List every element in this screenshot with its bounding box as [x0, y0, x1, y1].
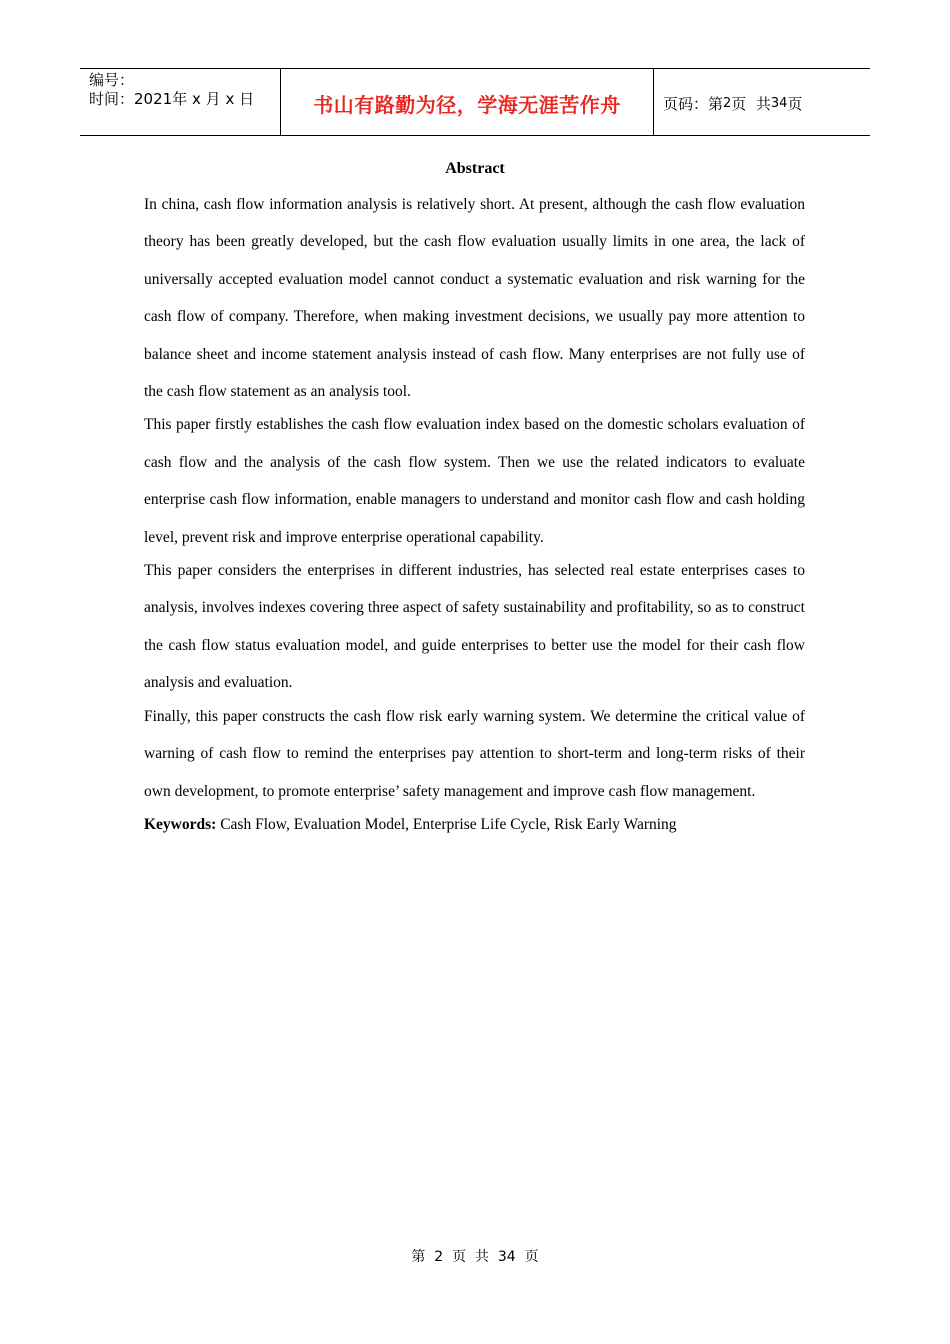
date-line [89, 90, 280, 109]
page-prefix: 页码：第 [663, 94, 724, 113]
header-motto-cell [281, 69, 654, 135]
time-month: x [192, 90, 201, 108]
time-month-char: 月 [205, 90, 221, 108]
keywords-text: Cash Flow, Evaluation Model, Enterprise Life Cycle, Risk Early Warning [216, 815, 677, 833]
number-label: 编号： [89, 71, 135, 89]
time-year-char: 年 [172, 90, 188, 108]
keywords-label: Keywords: [144, 815, 217, 833]
header-meta [80, 69, 281, 135]
abstract-paragraph: Finally, this paper constructs the cash flow risk early warning system. We determine the critical value of warning of cash flow to remind the enterprises pay attention to short-term and long-term risks of their own development, to promote enterprise’ safety management and improve cash flow management. [144, 707, 805, 800]
time-day-char: 日 [239, 90, 255, 108]
abstract-body [144, 186, 805, 843]
header-motto: 书山有路勤为径，学海无涯苦作舟 [313, 92, 621, 117]
page-total: 34 [770, 95, 788, 111]
abstract-title: Abstract [445, 160, 505, 177]
page-suffix: 页 [787, 94, 803, 113]
abstract-paragraph: This paper considers the enterprises in different industries, has selected real estate enterprises cases to analysis, involves indexes covering three aspect of safety sustainability and profitability, so as to construct the cash flow status evaluation model, and guide enterprises to better use the model for their cash flow analysis and evaluation. [144, 562, 805, 692]
time-prefix: 时间： [89, 90, 135, 108]
abstract-paragraph: This paper firstly establishes the cash flow evaluation index based on the domestic scholars evaluation of cash flow and the analysis of the cash flow system. Then we use the related indicators to evaluate enterprise cash flow information, enable managers to understand and monitor cash flow and cash holding level, prevent risk and improve enterprise operational capability. [144, 416, 805, 546]
time-year: 2021 [134, 90, 173, 108]
keywords [144, 806, 805, 843]
page-mid: 页 共 [731, 94, 771, 113]
abstract-paragraph: In china, cash flow information analysis is relatively short. At present, although the cash flow evaluation theory has been greatly developed, but the cash flow evaluation usually limits in one area, the lack of universally accepted evaluation model cannot conduct a systematic evaluation and risk warning for the cash flow of company. Therefore, when making investment decisions, we usually pay more attention to balance sheet and income statement analysis instead of cash flow. Many enterprises are not fully use of the cash flow statement as an analysis tool. [144, 196, 805, 401]
page-header [80, 68, 870, 136]
page-current: 2 [723, 95, 732, 111]
time-day: x [225, 90, 235, 108]
page-footer: 第 2 页 共 34 页 [411, 1249, 539, 1265]
header-page-number [654, 69, 870, 135]
